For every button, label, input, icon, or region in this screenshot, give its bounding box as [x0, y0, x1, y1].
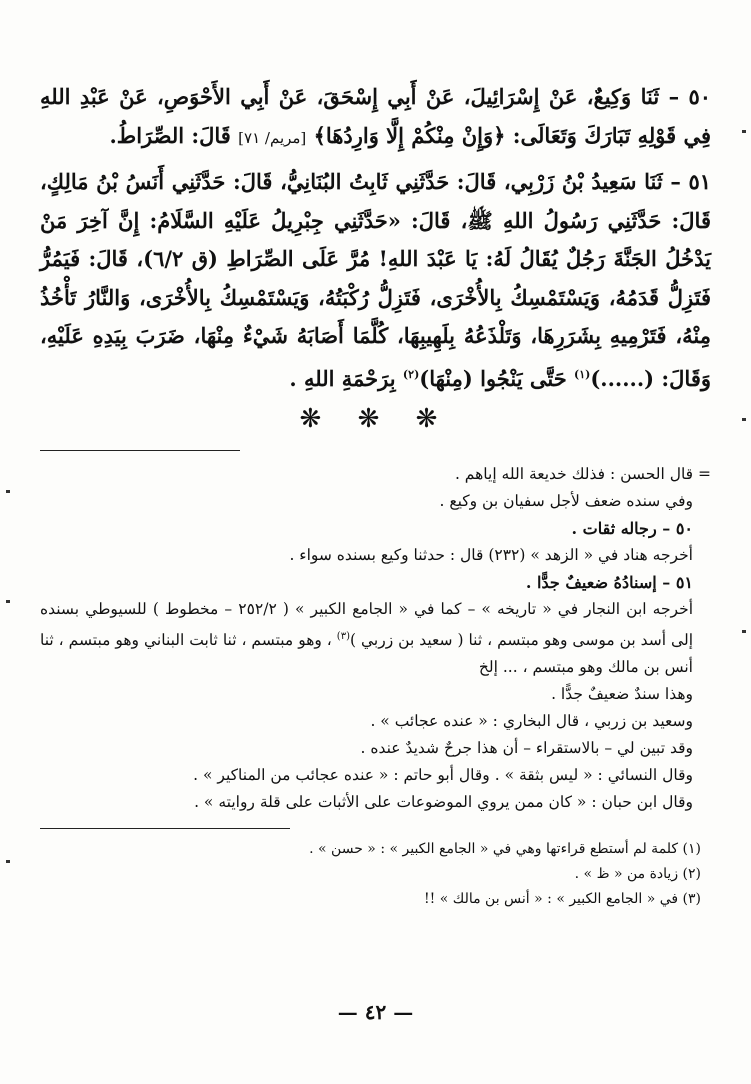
footnote-3: (٣) في « الجامع الكبير » : « أنس بن مالك » !! — [424, 891, 701, 908]
note-line: وقال النسائي : « ليس بثقة » . وقال أبو حاتم : « عنده عجائب من المناكير » . — [193, 766, 693, 785]
hadith-text: حَتَّى يَنْجُوا (مِنْهَا) — [419, 365, 567, 391]
note-line: وسعيد بن زربي ، قال البخاري : « عنده عجائب » . — [370, 712, 693, 731]
verse-reference: [مريم/ ٧١] — [238, 128, 307, 147]
footnote-marker: (١) — [574, 367, 591, 381]
book-page — [40, 78, 711, 1054]
section-divider-stars: ❋ ❋ ❋ — [299, 404, 452, 434]
hadith-number: ٥٠ – — [668, 84, 712, 109]
hadith-51 — [40, 163, 711, 398]
note-line: وقد تبين لي – بالاستقراء – أن هذا جرحٌ شديدٌ عنده . — [360, 739, 693, 758]
note-line: وقال ابن حبان : « كان ممن يروي الموضوعات على الأثبات على قلة روايته » . — [194, 793, 693, 812]
hadith-text-end: قَالَ: الصِّرَاطُ. — [109, 122, 231, 148]
note-heading-51: ٥١ – إسنادُهُ ضعيفٌ جدًّا . — [525, 573, 693, 592]
note-text: أخرجه ابن النجار في « تاريخه » – كما في « الجامع الكبير » ( ٢٥٢/٢ – مخطوط ) للسيوطي بسنده إلى أسد بن موسى وهو مبتسم ، ثنا ( سعيد بن زربي ) — [40, 600, 694, 650]
quran-verse: ﴿وَإِنْ مِنْكُمْ إِلَّا وَارِدُهَا﴾ — [313, 122, 506, 148]
commentary-notes — [40, 461, 711, 816]
footnote-marker: (٣) — [336, 631, 350, 642]
note-line: = قال الحسن : فذلك خديعة الله إياهم . — [454, 465, 711, 483]
hadith-text-end: بِرَحْمَةِ اللهِ . — [289, 365, 396, 391]
hadith-50 — [40, 78, 711, 157]
footnote-marker: (٢) — [402, 367, 420, 381]
note-paragraph — [40, 596, 711, 681]
footnote-2: (٢) زيادة من « ظ » . — [574, 866, 701, 883]
hadith-text: ثَنَا سَعِيدُ بْنُ زَرْبِي، قَالَ: حَدَّثَنِي ثَابِتُ البُنَانِيُّ، قَالَ: حَدَّثَنِي أَنَسُ بْنُ مَالِكٍ، قَالَ: حَدَّثَنِي رَسُولُ اللهِ ﷺ، قَالَ: «حَدَّثَنِي جِبْرِيلُ عَلَيْهِ السَّلَامُ: إِنَّ آخِرَ مَنْ يَدْخُلُ الجَنَّةَ رَجُلٌ يُقَالُ لَهُ: يَا عَبْدَ اللهِ! مُرَّ عَلَى الصِّرَاطِ (ق ٦/٢)، قَالَ: فَيَمُرُّ فَتَزِلُّ قَدَمُهُ، وَيَسْتَمْسِكُ بِالأُخْرَى، فَتَزِلُّ رُكْبَتُهُ، وَيَسْتَمْسِكُ بِالأُخْرَى، وَالنَّارُ تَأْخُذُ مِنْهُ، فَتَرْمِيهِ بِشَرَرِهَا، وَتَلْذَعُهُ بِلَهِيبِهَا، كُلَّمَا أَصَابَهُ شَيْءٌ مِنْهَا، ضَرَبَ بِيَدِهِ عَلَيْهِ، وَقَالَ: (......) — [40, 169, 711, 391]
notes-divider — [40, 450, 240, 451]
footnotes — [40, 837, 711, 912]
note-text: ، وهو مبتسم ، ثنا ثابت البناني وهو مبتسم ، ثنا أنس بن مالك وهو مبتسم ، ... إلخ — [40, 631, 693, 677]
note-line: وفي سنده ضعف لأجل سفيان بن وكيع . — [439, 492, 693, 510]
note-heading-50: ٥٠ – رجاله ثقات . — [571, 519, 693, 538]
page-number: — ٤٢ — — [337, 1000, 414, 1024]
footnote-1: (١) كلمة لم أستطع قراءتها وهي في « الجامع الكبير » : « حسن » . — [309, 841, 701, 858]
footnotes-divider — [40, 828, 290, 829]
hadith-text: ثَنَا وَكِيعٌ، عَنْ إِسْرَائِيلَ، عَنْ أَبِي إِسْحَقَ، عَنْ أَبِي الأَحْوَصِ، عَنْ عَبْدِ اللهِ فِي قَوْلِهِ تَبَارَكَ وَتَعَالَى: — [40, 84, 711, 148]
note-line: وهذا سندٌ ضعيفٌ جدًّا . — [551, 685, 693, 704]
hadith-number: ٥١ – — [670, 169, 712, 194]
note-line: أخرجه هناد في « الزهد » (٢٣٢) قال : حدثنا وكيع بسنده سواء . — [289, 546, 693, 564]
main-text — [40, 78, 711, 434]
